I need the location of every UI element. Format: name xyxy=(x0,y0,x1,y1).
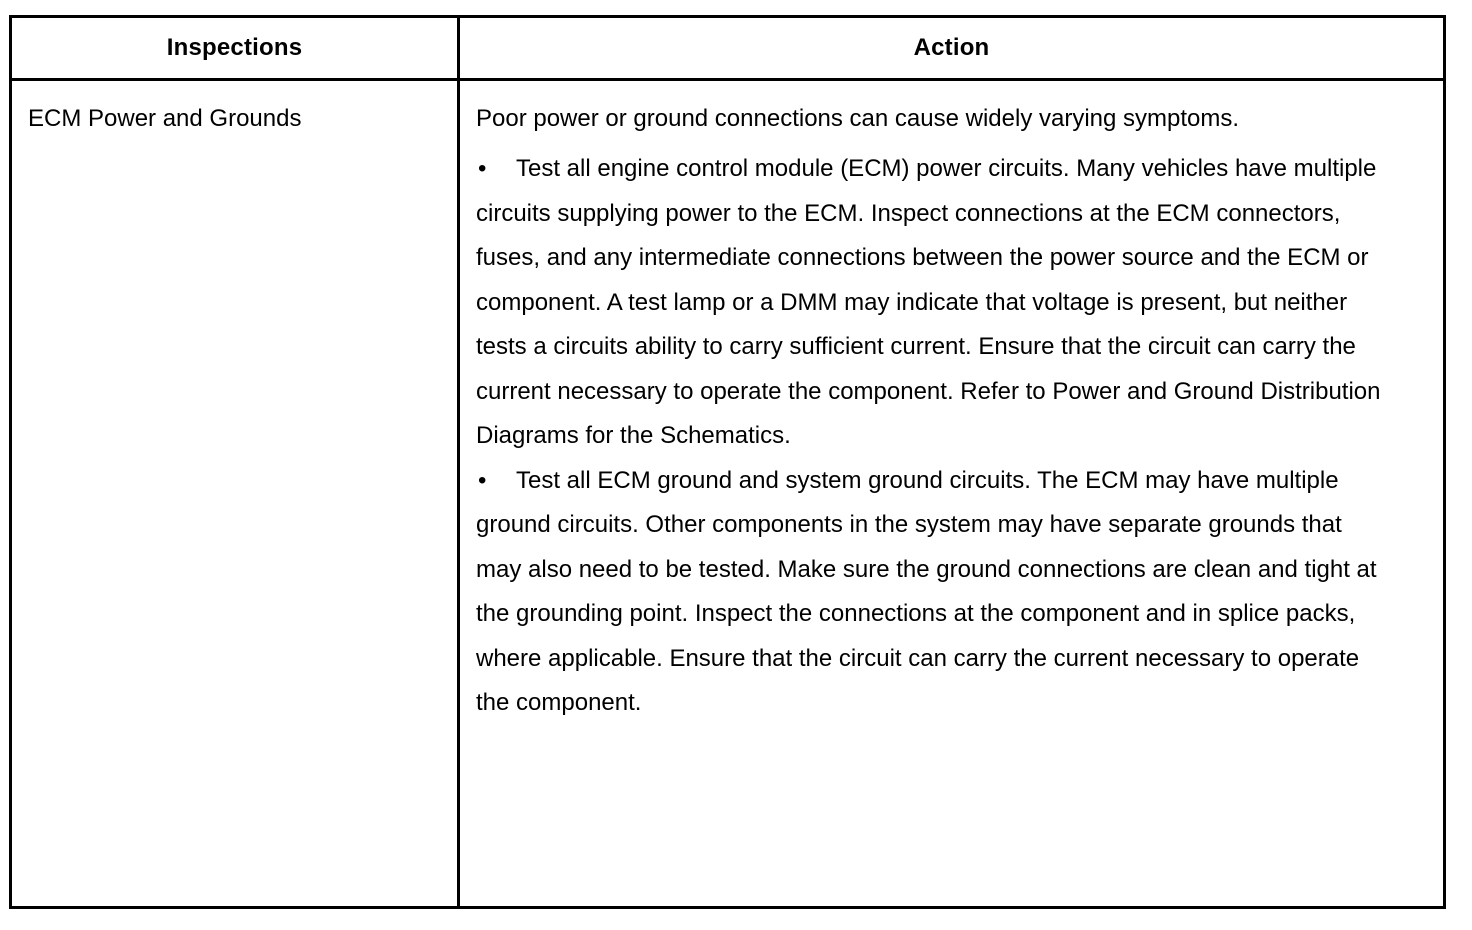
header-inspections: Inspections xyxy=(11,17,459,80)
action-cell xyxy=(459,80,1445,908)
action-list xyxy=(476,147,1383,726)
header-row xyxy=(11,17,1445,80)
header-action: Action xyxy=(459,17,1445,80)
inspection-table xyxy=(9,15,1446,909)
list-item-text: Test all ECM ground and system ground circuits. The ECM may have multiple ground circuits. Other components in the system may have separate grounds that may also need to be tested. Make sure the ground connections are clean and tight at the grounding point. Inspect the connections at the component and in splice packs, where applicable. Ensure that the circuit can carry the current necessary to operate the component. xyxy=(476,466,1377,716)
inspection-cell: ECM Power and Grounds xyxy=(11,80,459,908)
list-item xyxy=(476,459,1383,726)
action-intro: Poor power or ground connections can cause widely varying symptoms. xyxy=(476,105,1240,132)
bullet-icon: • xyxy=(478,466,487,494)
bullet-icon: • xyxy=(478,155,487,182)
table-row xyxy=(11,80,1445,908)
list-item-text: Test all engine control module (ECM) power circuits. Many vehicles have multiple circuits supplying power to the ECM. Inspect connections at the ECM connectors, fuses, and any intermediate connections between the power source and the ECM or component. A test lamp or a DMM may indicate that voltage is present, but neither tests a circuits ability to carry sufficient current. Ensure that the circuit can carry the current necessary to operate the component. Refer to Power and Ground Distribution Diagrams for the Schematics. xyxy=(476,155,1381,449)
list-item xyxy=(476,147,1383,459)
